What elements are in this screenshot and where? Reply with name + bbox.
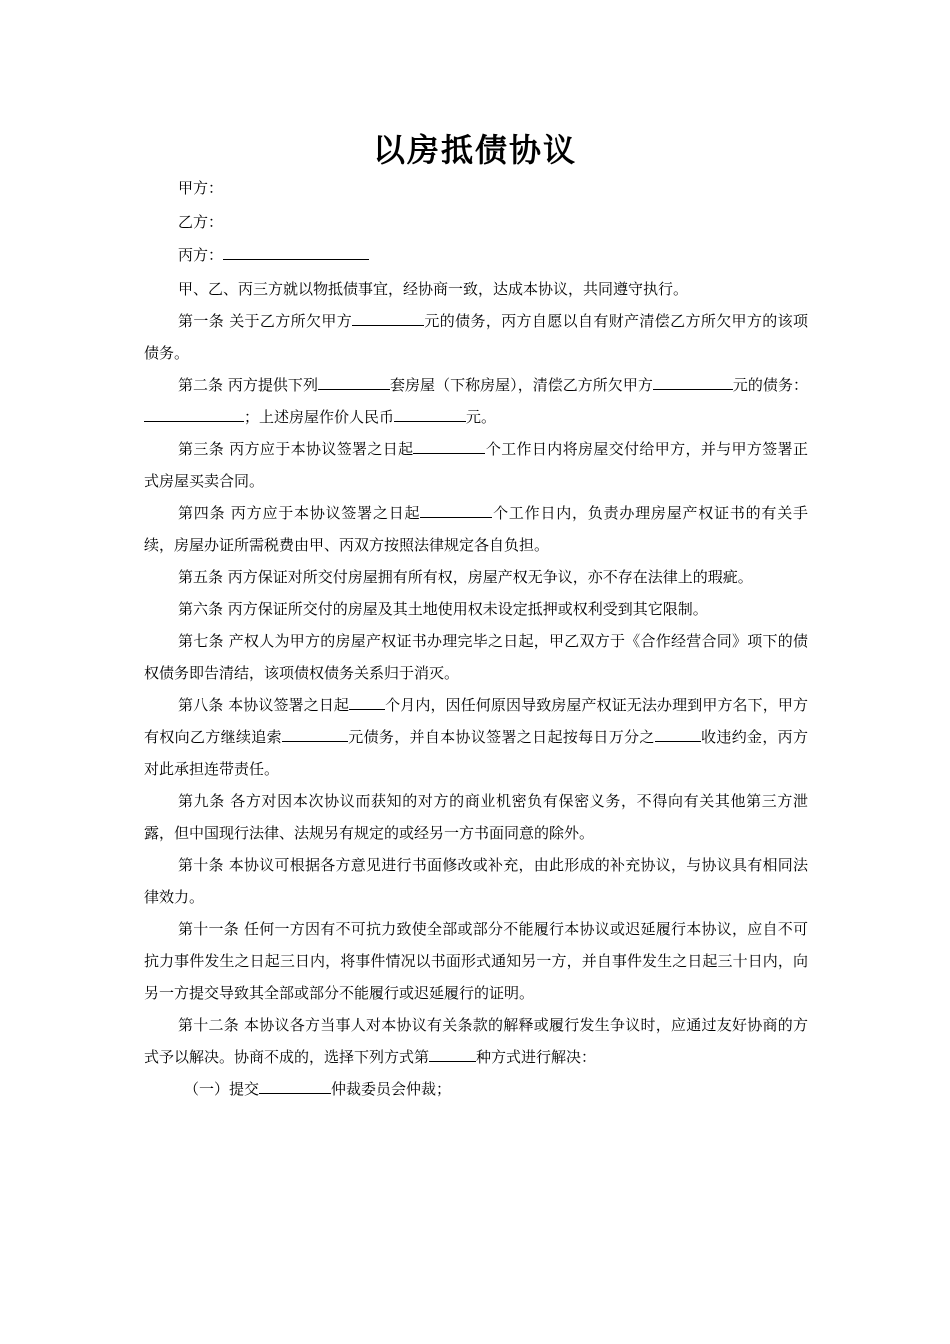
article-1-text-2: 元的债务，丙方自愿以自有财产清偿乙方所欠甲方的该项债务。	[144, 311, 808, 362]
article-2-blank-amount	[653, 372, 733, 390]
article-3-text-1: 第三条 丙方应于本协议签署之日起	[178, 439, 414, 458]
article-2-blank-detail	[144, 404, 244, 422]
article-3-blank-days	[413, 436, 485, 454]
article-8	[144, 689, 808, 785]
document-title: 以房抵债协议	[372, 131, 577, 169]
article-9: 第九条 各方对因本次协议而获知的对方的商业机密负有保密义务，不得向有关其他第三方泄露，但中国现行法律、法规另有规定的或经另一方书面同意的除外。	[144, 791, 808, 842]
article-8-text-1: 第八条 本协议签署之日起	[178, 695, 350, 714]
document-body	[144, 172, 808, 1105]
article-4-text-2: 个工作日内，负责办理房屋产权证书的有关手续，房屋办证所需税费由甲、丙双方按照法律规定各自负担。	[144, 503, 808, 554]
option-item-1-text-2: 仲裁委员会仲裁；	[331, 1079, 452, 1098]
article-3-text-2: 个工作日内将房屋交付给甲方，并与甲方签署正式房屋买卖合同。	[144, 439, 808, 490]
article-1	[144, 305, 808, 369]
article-12-blank-option	[429, 1044, 476, 1062]
article-1-blank-amount	[352, 308, 424, 326]
article-2	[144, 369, 808, 433]
article-8-blank-months	[349, 692, 385, 710]
article-8-blank-rate	[655, 724, 701, 742]
article-7: 第七条 产权人为甲方的房屋产权证书办理完毕之日起，甲乙双方于《合作经营合同》项下的债权债务即告清结，该项债权债务关系归于消灭。	[144, 631, 808, 682]
article-2-text-4: ；上述房屋作价人民币	[244, 407, 395, 426]
party-a-label: 甲方：	[178, 179, 224, 197]
article-2-text-2: 套房屋（下称房屋），清偿乙方所欠甲方	[389, 375, 653, 394]
article-2-text-3: 元的债务：	[732, 375, 808, 394]
preamble: 甲、乙、丙三方就以物抵债事宜，经协商一致，达成本协议，共同遵守执行。	[178, 279, 689, 298]
article-11: 第十一条 任何一方因有不可抗力致使全部或部分不能履行本协议或迟延履行本协议，应自不可抗力事件发生之日起三日内，将事件情况以书面形式通知另一方，并自事件发生之日起三十日内，向另一方提交导致其全部或部分不能履行或迟延履行的证明。	[144, 919, 808, 1002]
party-a-line	[144, 172, 808, 206]
article-1-text-1: 第一条 关于乙方所欠甲方	[178, 311, 353, 330]
article-8-text-2: 个月内，因任何原因导致房屋产权证无法办理到甲方名下，甲方有权向乙方继续追索	[144, 695, 808, 746]
article-8-text-4: 收违约金，丙方对此承担连带责任。	[144, 727, 808, 778]
article-12	[144, 1009, 808, 1073]
article-4-text-1: 第四条 丙方应于本协议签署之日起	[178, 503, 421, 522]
article-2-text-1: 第二条 丙方提供下列	[178, 375, 318, 394]
party-c-line	[144, 239, 808, 273]
article-3	[144, 433, 808, 497]
article-8-text-3: 元债务，并自本协议签署之日起按每日万分之	[347, 727, 655, 746]
article-10: 第十条 本协议可根据各方意见进行书面修改或补充，由此形成的补充协议，与协议具有相同法律效力。	[144, 855, 808, 906]
article-12-text-2: 种方式进行解决：	[476, 1047, 597, 1066]
article-6: 第六条 丙方保证所交付的房屋及其土地使用权未设定抵押或权利受到其它限制。	[178, 599, 708, 618]
article-2-blank-price	[394, 404, 466, 422]
article-4-blank-days	[420, 500, 492, 518]
option-item-1	[144, 1073, 808, 1105]
party-b-line	[144, 206, 808, 240]
party-c-label: 丙方：	[178, 246, 224, 264]
option-item-1-text-1: （一）提交	[184, 1079, 260, 1098]
party-b-label: 乙方：	[178, 212, 224, 231]
article-8-blank-amount	[282, 724, 348, 742]
option-item-1-blank	[259, 1076, 331, 1094]
article-5: 第五条 丙方保证对所交付房屋拥有所有权，房屋产权无争议，亦不存在法律上的瑕疵。	[178, 567, 753, 586]
party-c-blank	[223, 242, 369, 260]
article-12-text-1: 第十二条 本协议各方当事人对本协议有关条款的解释或履行发生争议时，应通过友好协商的方式予以解决。协商不成的，选择下列方式第	[144, 1015, 808, 1066]
article-2-blank-count	[318, 372, 390, 390]
article-2-text-5: 元。	[466, 407, 497, 426]
article-4	[144, 497, 808, 561]
